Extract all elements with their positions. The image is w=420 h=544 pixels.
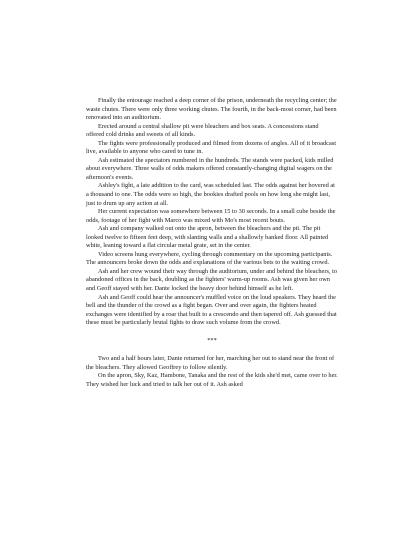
text-block-before-break (86, 97, 338, 328)
paragraph: The fights were professionally produced and filmed from dozens of angles. All of it broadcast live, available to anyone who cared to tune in. (86, 139, 336, 156)
paragraph: Erected around a central shallow pit were bleachers and box seats. A concessions stand offered cold drinks and sweets of all kinds. (86, 122, 319, 139)
paragraph: Ash and her crew wound their way through the auditorium, under and behind the bleachers, to abandoned offices in the back, doubling as the fighters' warm-up rooms. Ash was given her own and Geoff stayed with her. Dante locked the heavy door behind himself as he left. (86, 267, 338, 293)
paragraph: Video screens hung everywhere, cycling through commentary on the upcoming participants. The announcers broke down the odds and explanations of the various bets to the waiting crowd. (86, 250, 333, 267)
paragraph: Ashley's fight, a late addition to the card, was scheduled last. The odds against her hovered at a thousand to one. The odds were so high, the bookies drafted pools on how long she might last, just to drum up any action at all. (86, 182, 335, 207)
paragraph: Her current expectation was somewhere between 15 to 30 seconds. In a small cube beside the odds, footage of her fight with Marco was mixed with Mo's most recent bouts. (86, 208, 336, 224)
scene-break: *** (207, 336, 217, 344)
paragraph: Ash estimated the spectators numbered in the hundreds. The stands were packed, kids milled about everywhere. Three walls of odds makers offered constantly-changing digital wagers on the afternoon's events. (86, 156, 334, 181)
paragraph: Ash and Geoff could hear the announcer's muffled voice on the loud speakers. They heard the bell and the thunder of the crowd as a fight began. Over and over again, the fighters heated exchanges were identified by a roar that built to a crescendo and then tapered off. Ash guessed that these must be particularly brutal fights to draw such volume from the crowd. (86, 293, 337, 327)
text-block-after-break (86, 355, 338, 389)
paragraph: Two and a half hours later, Dante returned for her, marching her out to stand near the front of the bleachers. They allowed Geoffrey to follow silently. (86, 355, 335, 371)
paragraph: Finally the entourage reached a deep corner of the prison, underneath the recycling center; the waste chutes. There were only three working chutes. The fourth, in the back-most corner, had been renovated into an auditorium. (86, 97, 337, 122)
paragraph: On the apron, Sky, Kaz, Hambone, Tanaka and the rest of the kids she'd met, came over to her. They wished her luck and tried to talk her out of it. Ash asked (86, 372, 338, 388)
paragraph: Ash and company walked out onto the apron, between the bleachers and the pit. The pit looked twelve to fifteen feet deep, with slanting walls and a shallowly banked floor. All painted white, leaning toward a flat circular metal grate, set in the center. (86, 225, 329, 250)
